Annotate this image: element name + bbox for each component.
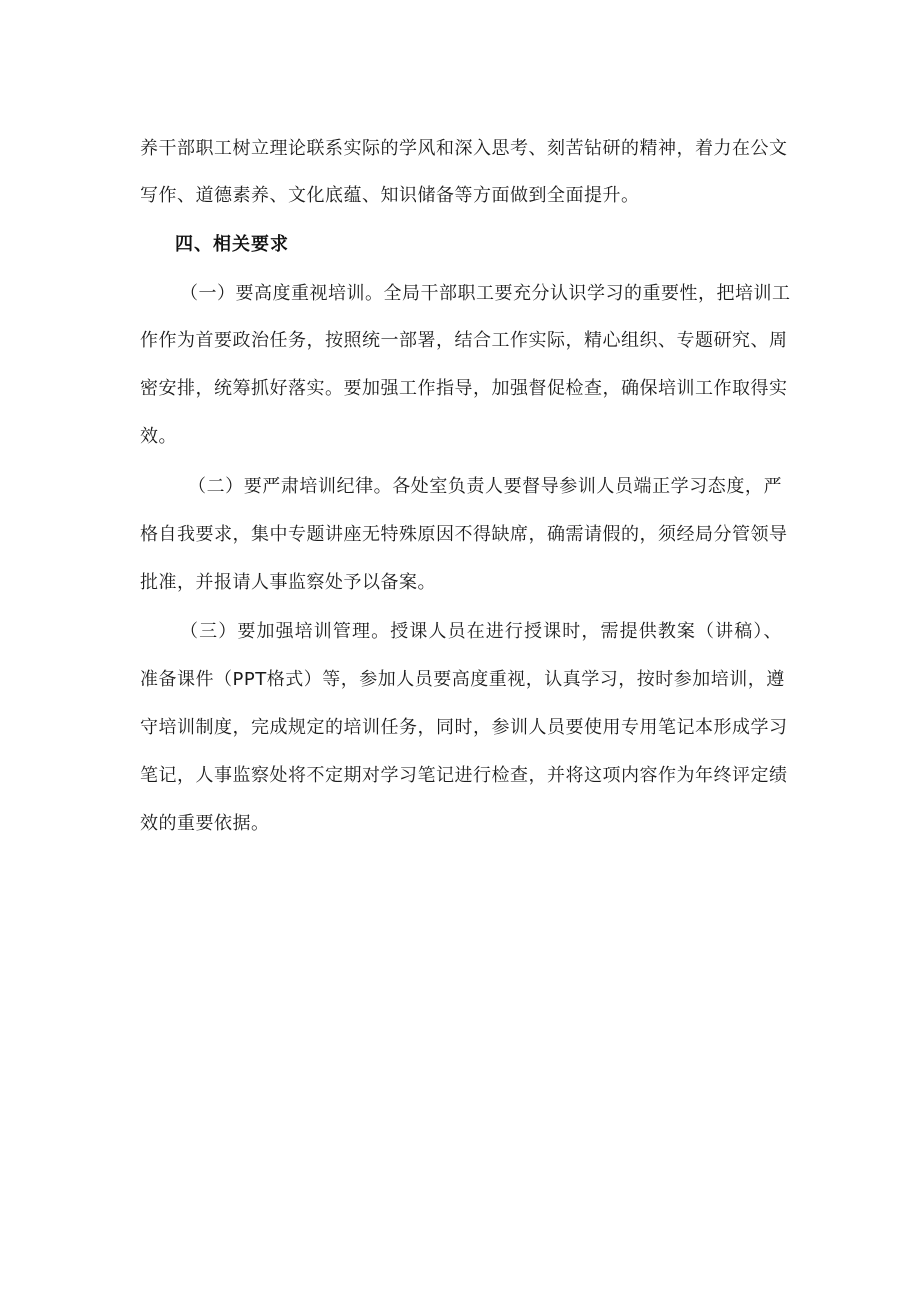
item3-line-4: 笔记，人事监察处将不定期对学习笔记进行检查，并将这项内容作为年终评定绩: [140, 765, 788, 786]
item1-line-1: （一）要高度重视培训。全局干部职工要充分认识学习的重要性，把培训工: [180, 283, 791, 304]
item2-line-3: 批准，并报请人事监察处予以备案。: [140, 572, 436, 593]
intro-line-2: 写作、道德素养、文化底蕴、知识储备等方面做到全面提升。: [140, 185, 640, 206]
item1-line-2: 作作为首要政治任务，按照统一部署，结合工作实际，精心组织、专题研究、周: [140, 330, 788, 351]
intro-line-1: 养干部职工树立理论联系实际的学风和深入思考、刻苦钻研的精神，着力在公文: [140, 138, 788, 159]
item3-line-3: 守培训制度，完成规定的培训任务，同时，参训人员要使用专用笔记本形成学习: [140, 717, 788, 738]
item2-line-1: （二）要严肃培训纪律。各处室负责人要督导参训人员端正学习态度，严: [188, 476, 782, 497]
item3-line-1: （三）要加强培训管理。授课人员在进行授课时，需提供教案（讲稿）、: [180, 621, 782, 642]
item2-line-2: 格自我要求，集中专题讲座无特殊原因不得缺席，确需请假的，须经局分管领导: [140, 524, 788, 545]
item3-line-2: 准备课件（PPT格式）等，参加人员要高度重视，认真学习，按时参加培训，遵: [140, 669, 785, 690]
section-heading: 四、相关要求: [175, 234, 289, 255]
item1-line-4: 效。: [140, 426, 177, 447]
item1-line-3: 密安排，统筹抓好落实。要加强工作指导，加强督促检查，确保培训工作取得实: [140, 378, 788, 399]
item3-line-5: 效的重要依据。: [140, 813, 270, 834]
